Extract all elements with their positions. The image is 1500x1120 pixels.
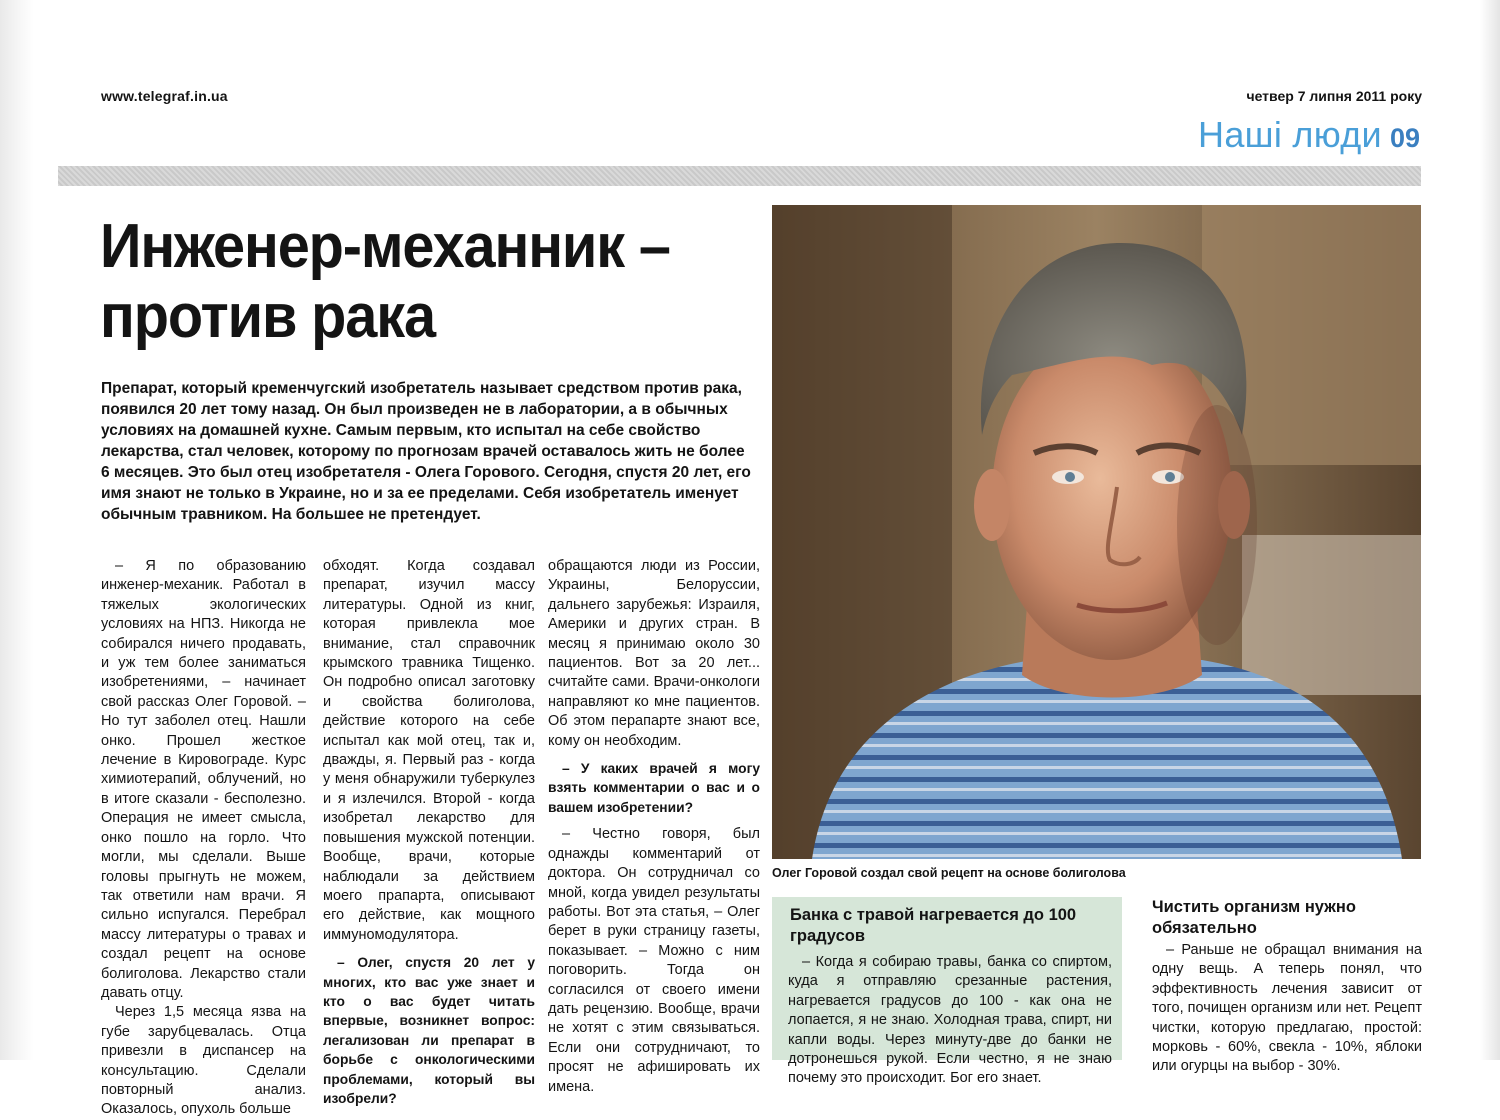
site-url: www.telegraf.in.ua: [101, 88, 228, 104]
column-paragraph: обходят. Когда создавал препарат, изучил массу литературы. Одной из книг, которая привлекла мое внимание, стал справочник крымского травника Тищенко. Он подробно описал заготовку и свойства болиголова, действие которого на себе испытал как мой отец, так и, дважды, я. Первый раз - когда у меня обнаружили туберкулез и я излечился. Второй - когда изобретал лекарство для повышения мужской потенции. Вообще, врачи, которые наблюдали за действием моего прапарта, описывают его действие, как мощного иммуномодулятора.: [323, 558, 535, 943]
side-article-text: – Раньше не обращал внимания на одну вещь. А теперь понял, что эффективность лечения зависит от того, почищен организм или нет. Рецепт чистки, которую предлагаю, простой: морковь - 60%, свекла - 10%, яблоки или огурцы на выбор - 30%.: [1152, 942, 1422, 1075]
article-headline: Инженер-механник – против рака: [100, 212, 670, 351]
header-rule-band: [58, 166, 1421, 186]
side-article-title: Чистить организм нужно обязательно: [1152, 898, 1356, 937]
page-fold-shadow-right: [1480, 0, 1500, 1060]
article-column-1: [101, 557, 306, 1120]
section-title: Наші люди: [1198, 114, 1382, 155]
issue-date: четвер 7 липня 2011 року: [1246, 88, 1422, 104]
section-header: [1198, 114, 1420, 156]
interview-question: – У каких врачей я могу взять комментарии о вас и о вашем изобретении?: [548, 761, 760, 815]
column-paragraph: обращаются люди из России, Украины, Белоруссии, дальнего зарубежья: Израиля, Америки и других стран. В месяц я принимаю около 30 пациентов. Вот за 20 лет... считайте сами. Врачи-онкологи направляют ко мне пациентов. Об этом перапарте знают все, кому он необходим.: [548, 558, 760, 749]
column-paragraph: – Честно говоря, был однажды комментарий от доктора. Он сотрудничал со мной, когда увидел результаты работы. Вот эта статья, – Олег берет в руки страницу газеты, показывает. – Можно с ним поговорить. Тогда он согласился от своего имени дать рецензию. Вообще, врачи не хотят с этим связываться. Если они сотрудничают, то просят не афишировать их имена.: [548, 826, 760, 1095]
page-fold-shadow-left: [0, 0, 34, 1060]
page-number: 09: [1389, 123, 1420, 153]
photo-caption: Олег Горовой создал свой рецепт на основе болиголова: [772, 866, 1126, 880]
interview-question: – Олег, спустя 20 лет у многих, кто вас уже знает и кто о вас будет читать впервые, возникнет вопрос: легализован ли препарат в борьбе с онкологическими проблемами, который вы изобрели?: [323, 955, 535, 1106]
portrait-illustration: [772, 205, 1421, 859]
article-column-3: [548, 557, 760, 1097]
column-paragraph: Через 1,5 месяца язва на губе зарубцевалась. Отца привезли в диспансер на консультацию. Сделали повторный анализ. Оказалось, опухоль больше: [101, 1004, 306, 1118]
sidebar-box: [772, 897, 1122, 1087]
sidebar-text: – Когда я собираю травы, банка со спиртом, куда я отправляю срезанные растения, нагревается градусов до 100 - как она не лопается, я не знаю. Холодная трава, спирт, ни капли воды. Через минуту-две до банки не дотронешься рукой. Если честно, я не знаю почему это происходит. Бог его знает.: [788, 954, 1112, 1087]
article-lead: Препарат, который кременчугский изобретатель называет средством против рака, появился 20 лет тому назад. Он был произведен не в лаборатории, а в обычных условиях на домашней кухне. Самым первым, кто испытал на себе свойство лекарства, стал человек, которому по прогнозам врачей оставалось жить не более 6 месяцев. Это был отец изобретателя - Олега Горового. Сегодня, спустя 20 лет, его имя знают не только в Украине, но и за ее пределами. Себя изобретатель именует обычным травником. На большее не претендует.: [101, 380, 751, 523]
sidebar-title: Банка с травой нагревается до 100 градусов: [790, 906, 1077, 945]
portrait-photo: [772, 205, 1421, 859]
article-column-2: [323, 557, 535, 1116]
column-paragraph: – Я по образованию инженер-механик. Работал в тяжелых экологических условиях на НПЗ. Никогда не собирался ничего продавать, и уж тем более заниматься изобретениями, – начинает свой рассказ Олег Горовой. – Но тут заболел отец. Нашли онко. Прошел жесткое лечение в Кировограде. Курс химиотерапий, облучений, но в итоге сказали - бесполезно. Операция не имеет смысла, онко пошло на горло. Что могли, мы сделали. Выше головы прыгнуть не можем, так ответили нам врачи. Я сильно испугался. Перебрал массу литературы о травах и создал рецепт на основе болиголова. Лекарство стали давать отцу.: [101, 558, 306, 1001]
